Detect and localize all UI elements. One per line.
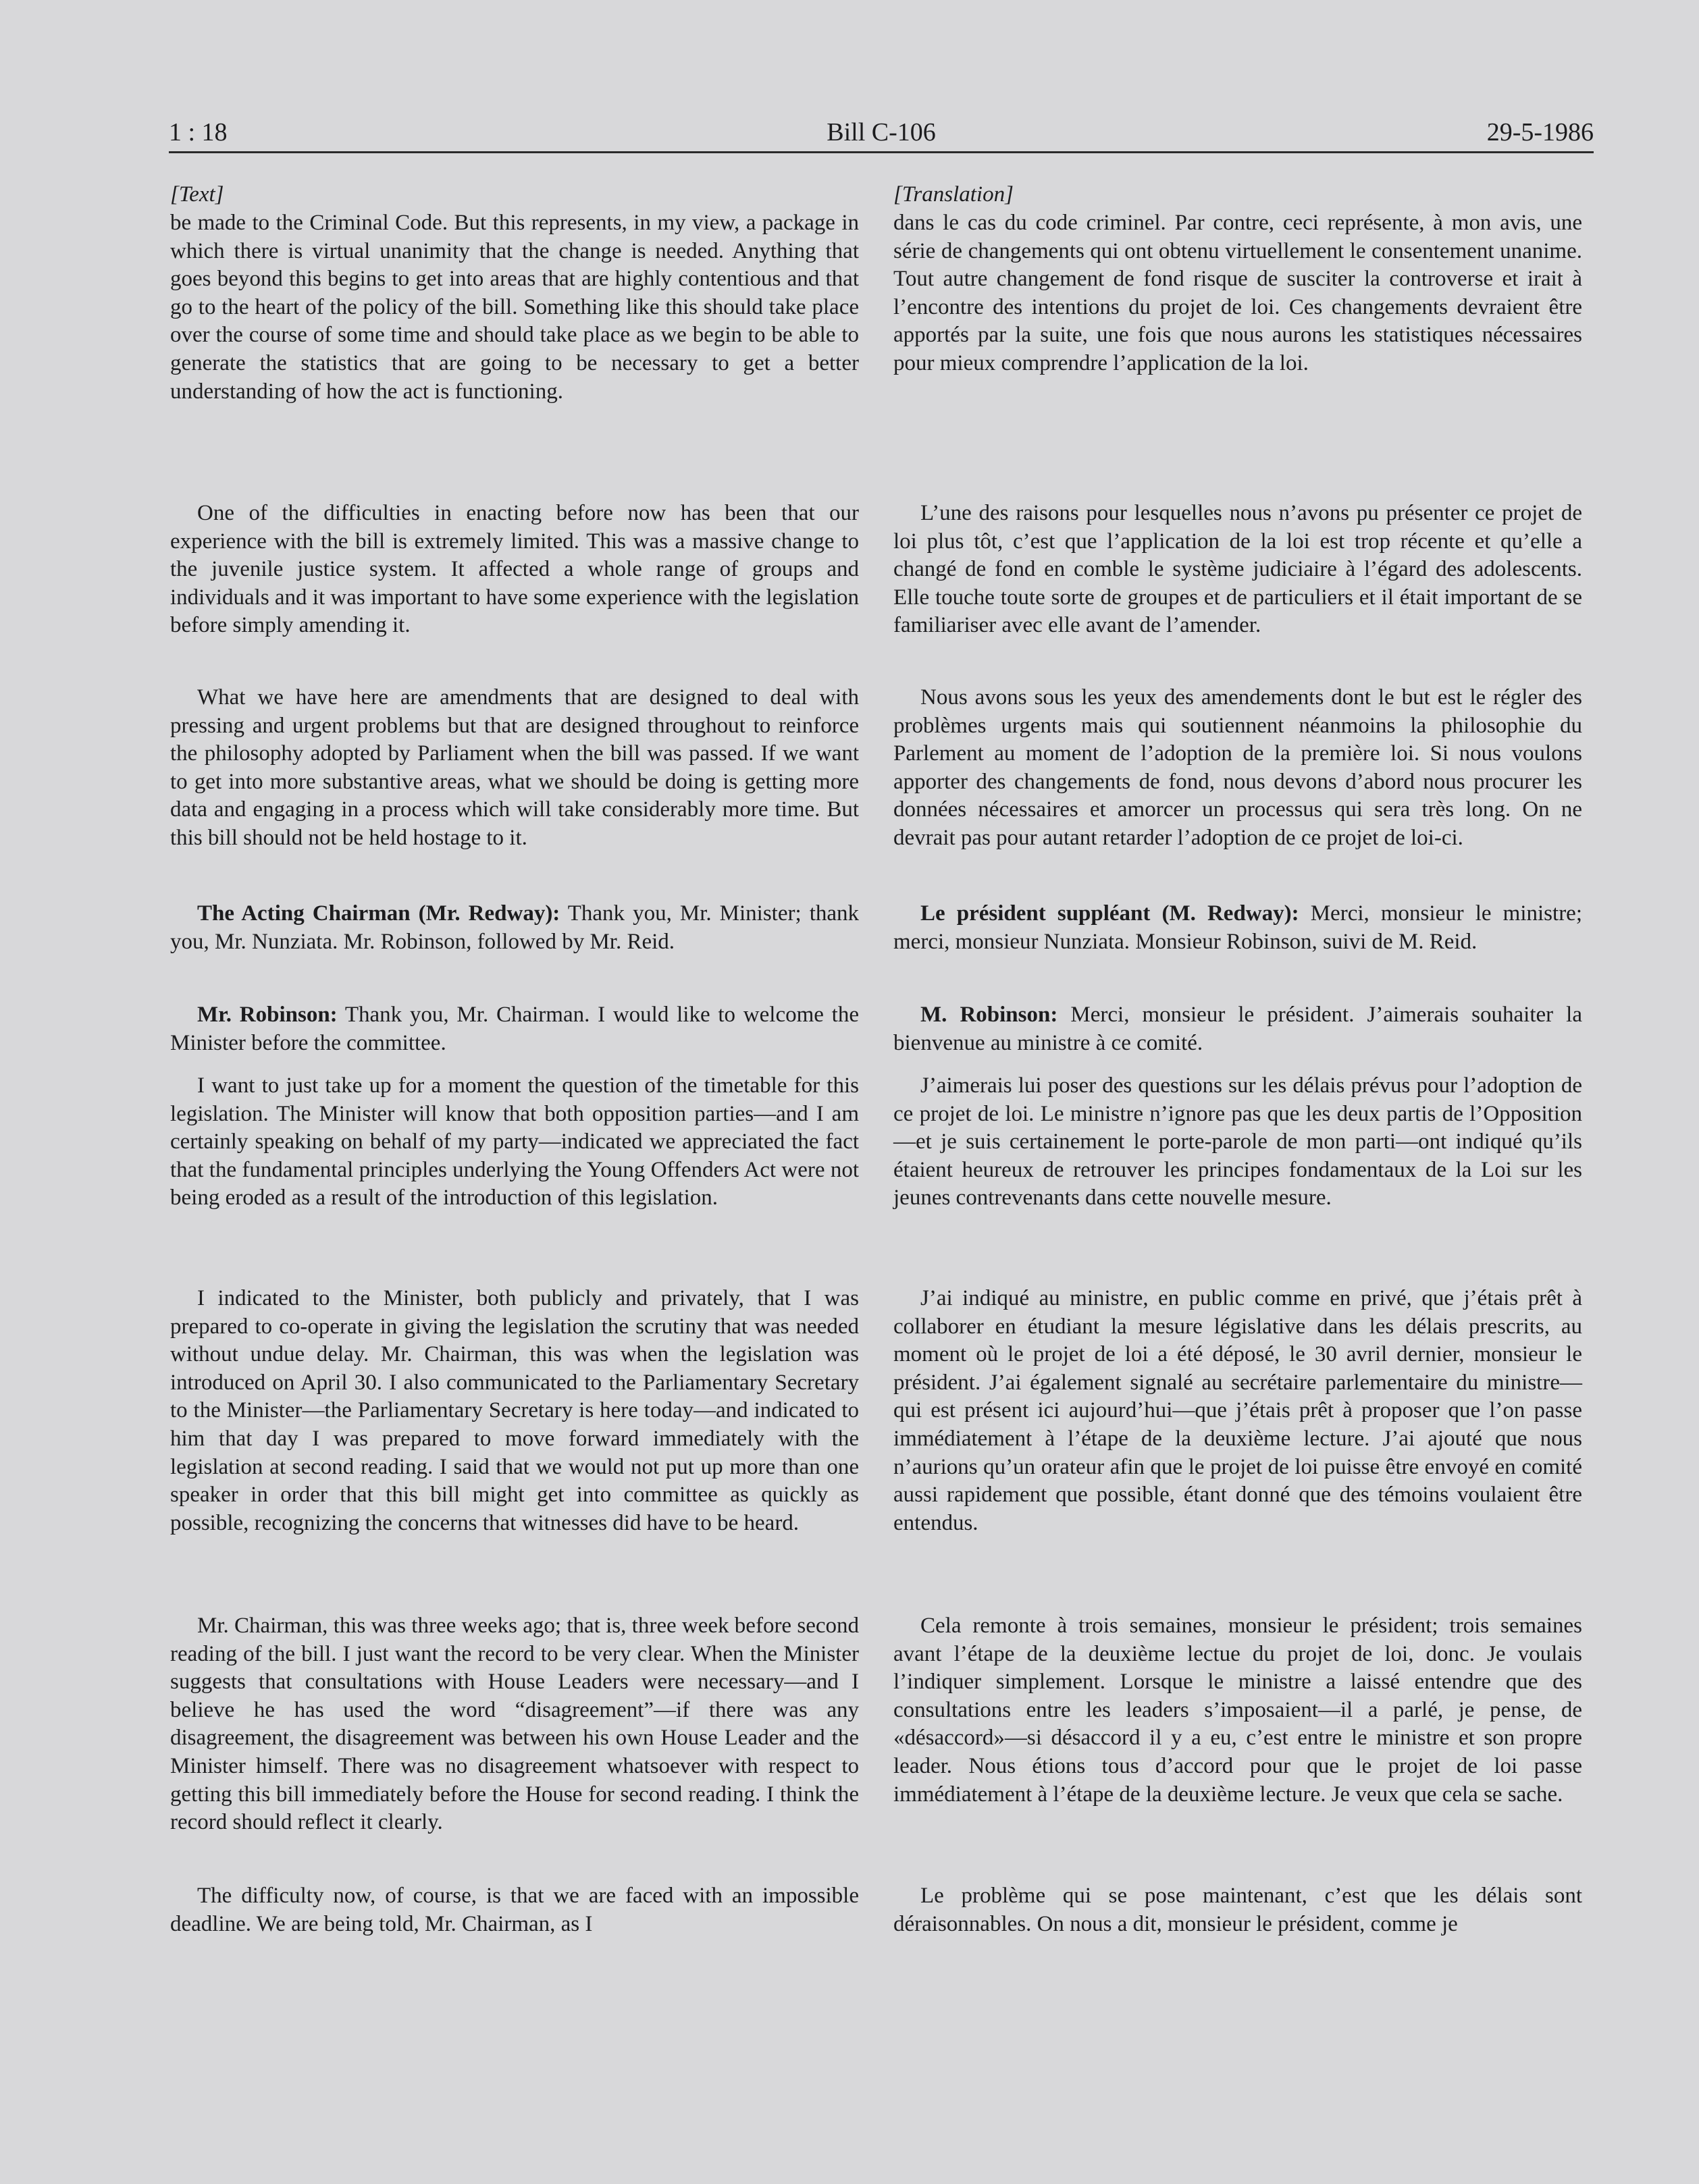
paragraph: I indicated to the Minister, both publicly and privately, that I was prepared to co-operate in giving the legislation the scrutiny that was needed without undue delay. Mr. Chairman, this was when the legislation was introduced on April 30. I also communicated to the Parliamentary Secretary to the Minister—the Parliamentary Secretary is here today—and indicated to him that day I was prepared to move forward immediately with the legislation at second reading. I said that we would not put up more than one speaker in order that this bill might get into committee as quickly as possible, recognizing the concerns that witnesses did have to be heard. bbox=[170, 1286, 859, 1535]
bill-title: Bill C-106 bbox=[827, 118, 936, 147]
speech-text: Merci, monsieur le président. J’aimerais souhaiter la bienvenue au ministre à ce comité. bbox=[893, 1003, 1582, 1055]
speaker-name: The Acting Chairman (Mr. Redway): bbox=[197, 901, 560, 926]
speech-text: Merci, monsieur le ministre; merci, monsieur Nunziata. Monsieur Robinson, suivi de M. Reid. bbox=[893, 901, 1582, 954]
paragraph: What we have here are amendments that are designed to deal with pressing and urgent problems but that are designed throughout to reinforce the philosophy adopted by Parliament when the bill was passed. If we want to get into more substantive areas, what we should be doing is getting more data and engaging in a process which will take considerably more time. But this bill should not be held hostage to it. bbox=[170, 685, 859, 850]
paragraph: J’ai indiqué au ministre, en public comme en privé, que j’étais prêt à collaborer en étudiant la mesure législative dans les délais prescrits, au moment où le projet de loi a été déposé, le 30 avril dernier, monsieur le président. J’ai également signalé au secrétaire parlementaire du ministre—qui est présent ici aujourd’hui—que j’étais prêt à proposer que l’on passe immédiatement à l’étape de la deuxième lecture. J’ai ajouté que nous n’aurions qu’un orateur afin que le projet de loi puisse être envoyé en comité aussi rapidement que possible, étant donné que des témoins voulaient être entendus. bbox=[893, 1286, 1582, 1535]
page-header bbox=[169, 113, 1594, 153]
paragraph bbox=[170, 1001, 859, 1057]
paragraph: Nous avons sous les yeux des amendements dont le but est le régler des problèmes urgents mais qui soutiennent néanmoins la philosophie du Parlement au moment de l’adoption de la première loi. Si nous voulons apporter des changements de fond, nous devons d’abord nous procurer les données nécessaires et amorcer un processus qui sera très long. On ne devrait pas pour autant retarder l’adoption de ce projet de loi-ci. bbox=[893, 685, 1582, 850]
paragraph: I want to just take up for a moment the question of the timetable for this legislation. The Minister will know that both opposition parties—and I am certainly speaking on behalf of my party—indicated we appreciated the fact that the fundamental principles underlying the Young Offenders Act were not being eroded as a result of the introduction of this legislation. bbox=[170, 1073, 859, 1210]
speaker-name: Mr. Robinson: bbox=[197, 1003, 338, 1027]
header-date: 29-5-1986 bbox=[1486, 118, 1594, 147]
column-label-text: [Text] bbox=[170, 182, 224, 207]
paragraph bbox=[170, 900, 859, 956]
english-column bbox=[170, 181, 860, 1936]
paragraph: dans le cas du code criminel. Par contre, ceci représente, à mon avis, une série de changements qui ont obtenu virtuellement le consentement unanime. Tout autre changement de fond risque de susciter la controverse et irait à l’encontre des intentions du projet de loi. Ces changements devraient être apportés par la suite, une fois que nous aurons les statistiques nécessaires pour mieux comprendre l’application de la loi. bbox=[893, 211, 1582, 375]
speaker-name: Le président suppléant (M. Redway): bbox=[920, 901, 1299, 926]
speech-text: Thank you, Mr. Chairman. I would like to welcome the Minister before the committee. bbox=[170, 1003, 859, 1055]
speech-text: Thank you, Mr. Minister; thank you, Mr. Nunziata. Mr. Robinson, followed by Mr. Reid. bbox=[170, 901, 860, 954]
paragraph: Mr. Chairman, this was three weeks ago; that is, three week before second reading of the bill. I just want the record to be very clear. When the Minister suggests that consultations with House Leaders were necessary—and I believe he has used the word “disagreement”—if there was any disagreement, the disagreement was between his own House Leader and the Minister himself. There was no disagreement whatsoever with respect to getting this bill immediately before the House for second reading. I think the record should reflect it clearly. bbox=[170, 1614, 859, 1835]
paragraph: Cela remonte à trois semaines, monsieur le président; trois semaines avant l’étape de la deuxième lectue du projet de loi, donc. Je voulais l’indiquer simplement. Lorsque le ministre a laissé entendre que des consultations entre les leaders s’imposaient—il a parlé, je pense, de «désaccord»—si désaccord il y a eu, c’est entre le ministre et son propre leader. Nous étions tous d’accord pour que le projet de loi passe immédiatement à l’étape de la deuxième lecture. Je veux que cela se sache. bbox=[893, 1614, 1582, 1807]
paragraph: L’une des raisons pour lesquelles nous n’avons pu présenter ce projet de loi plus tôt, c’est que l’application de la loi est trop récente et qu’elle a changé de fond en comble le système judiciaire à l’égard des adolescents. Elle touche toute sorte de groupes et de particuliers et il était important de se familiariser avec elle avant de l’amender. bbox=[893, 501, 1582, 638]
paragraph: Le problème qui se pose maintenant, c’est que les délais sont déraisonnables. On nous a dit, monsieur le président, comme je bbox=[893, 1884, 1582, 1936]
paragraph: be made to the Criminal Code. But this represents, in my view, a package in which there is virtual unanimity that the change is needed. Anything that goes beyond this begins to get into areas that are highly contentious and that go to the heart of the policy of the bill. Something like this should take place over the course of some time and should take place as we begin to be able to generate the statistics that are going to be necessary to get a better understanding of how the act is functioning. bbox=[170, 211, 859, 404]
page-number: 1 : 18 bbox=[169, 118, 228, 147]
speaker-name: M. Robinson: bbox=[920, 1003, 1058, 1027]
paragraph: One of the difficulties in enacting before now has been that our experience with the bill is extremely limited. This was a massive change to the juvenile justice system. It affected a whole range of groups and individuals and it was important to have some experience with the legislation before simply amending it. bbox=[170, 501, 860, 638]
column-label-translation: [Translation] bbox=[893, 182, 1014, 207]
paragraph bbox=[893, 1001, 1582, 1057]
paragraph bbox=[893, 900, 1582, 956]
paragraph: J’aimerais lui poser des questions sur les délais prévus pour l’adoption de ce projet de loi. Le ministre n’ignore pas que les deux partis de l’Opposition—et je suis certainement le porte-parole de mon parti—ont indiqué qu’ils étaient heureux de retrouver les principes fondamentaux de la Loi sur les jeunes contrevenants dans cette nouvelle mesure. bbox=[893, 1073, 1582, 1210]
french-column bbox=[893, 181, 1582, 1936]
paragraph: The difficulty now, of course, is that we are faced with an impossible deadline. We are being told, Mr. Chairman, as I bbox=[170, 1884, 859, 1936]
